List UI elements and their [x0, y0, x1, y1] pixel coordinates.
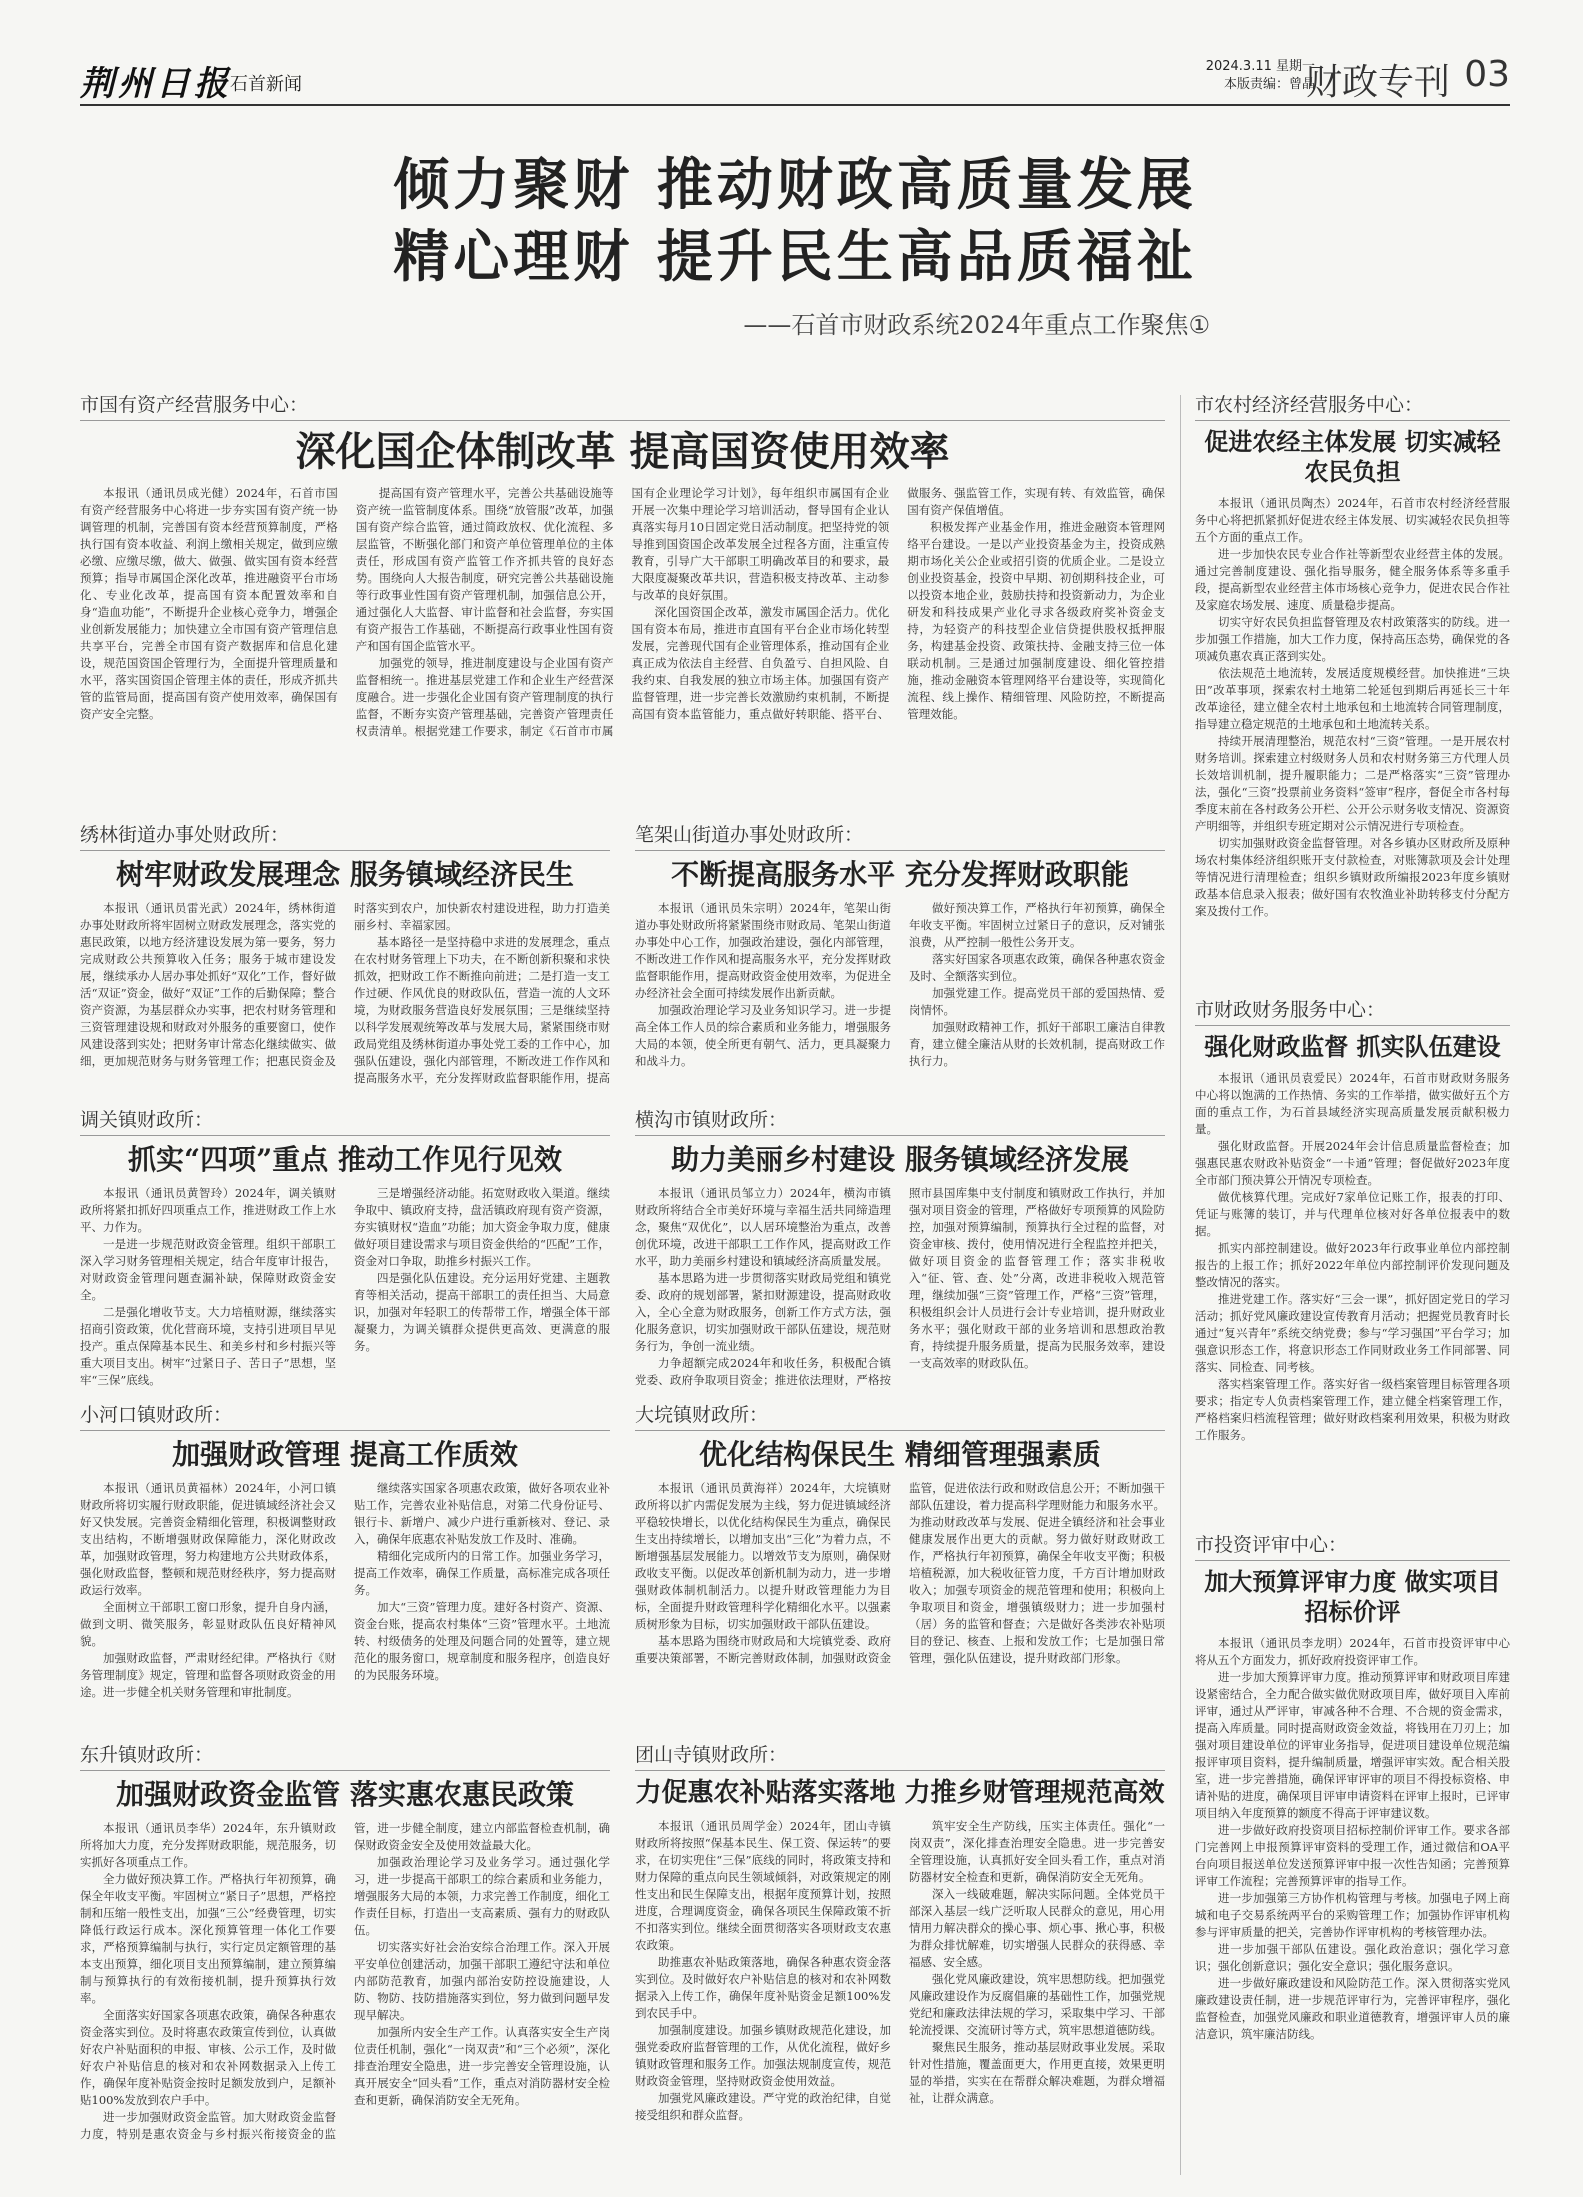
banner [80, 150, 1510, 339]
newspaper-logo: 荆州日报 [80, 64, 232, 104]
paragraph: 积极发挥产业基金作用，推进金融资本管理网络平台建设。一是以产业投资基金为主，投资成熟期市场化关公企业或招引资的优质企业。二是设立创业投资基金，投资中早期、初创期科技企业，可以投资本地企业，鼓励扶持和投资新动力，为企业研发和科技成果产业化寻求各级政府奖补资金支持，为轻资产的科技型企业信贷提供股权抵押服务，构建基金投资、政策扶持、金融支持三位一体联动机制。三是通过加强制度建设、细化管控措施，推动金融资本管理网络平台建设等，实现简化流程、线上操作、精细管理、风险防控，不断提高管理效能。 [907, 520, 1165, 721]
paragraph: 本报讯（通讯员黄智玲）2024年，调关镇财政所将紧扣抓好四项重点工作，推进财政工作上水平、力作为。 [80, 1186, 336, 1234]
paragraph: 加大“三资”管理力度。建好各村资产、资源、资金台账，提高农村集体“三资”管理水平。土地流转、村级债务的处理及问题合同的处置等，建立规范化的服务窗口，规章制度和服务程序，创造良好的为民服务环境。 [354, 1600, 610, 1682]
article-headline: 树牢财政发展理念 服务镇域经济民生 [116, 858, 574, 891]
paragraph: 加强党建工作。提高党员干部的爱国热情、爱岗情怀。 [909, 986, 1165, 1017]
article-body [635, 1818, 1165, 2178]
masthead [80, 48, 1510, 106]
article-investment-review [1195, 1530, 1510, 2170]
article-headline: 深化国企体制改革 提高国资使用效率 [295, 428, 950, 475]
paragraph: 力争超额完成2024年和收任务，积极配合镇党委、政府争取项目资金；推进依法理财，严格按照市县国库集中支付制度和镇财政工作执行，并加强对项目资金的管理，严格做好专项预算的风险防控，加强对预算编制，预算执行全过程的监督，对资金审核、拨付，使用情况进行全程监控并把关，做好项目资金的监督管理工作；落实非税收入“征、管、查、处”分离，改进非税收入规范管理，继续加强“三资”管理工作，严格“三资”管理，积极组织会计人员进行会计专业培训，提升财政业务水平；强化财政干部的业务培训和思想政治教育，持续提升服务质量，提高为民服务效率，建设一支高效率的财政队伍。 [635, 1186, 1165, 1387]
paragraph: 加强财政精神工作，抓好干部职工廉洁自律教育，建立健全廉洁从财的长效机制，提高财政工作执行力。 [909, 1020, 1165, 1068]
article-kicker: 笔架山街道办事处财政所： [635, 820, 1165, 851]
banner-line-2: 精心理财 提升民生高品质福祉 [393, 225, 1197, 290]
paragraph: 加强党风廉政建设。严守党的政治纪律，自觉接受组织和群众监督。 [635, 2090, 891, 2122]
paragraph: 继续落实国家各项惠农政策，做好各项农业补贴工作，完善农业补贴信息，对第二代身份证号、银行卡、新增户、减少户进行重新核对、登记、录入，确保年底惠农补贴发放工作及时、准确。 [354, 1481, 610, 1546]
paragraph: 本报讯（通讯员李龙明）2024年，石首市投资评审中心将从五个方面发力，抓好政府投资评审工作。 [1195, 1636, 1510, 1667]
article-tuanshansi [635, 1740, 1165, 2170]
paragraph: 加强制度建设。加强乡镇财政规范化建设，加强党委政府监督管理的工作，从优化流程，做好乡镇财政管理和服务工作。加强法规制度宣传，规范财政资金管理，坚持财政资金使用效益。 [635, 2022, 891, 2088]
paragraph: 进一步做好政府投资项目招标控制价评审工作。要求各部门完善网上申报预算评审资料的受理工作，通过微信和OA平台向项目报送单位发送预算评审中报一次性告知函；完善预算评审工作流程；完善预算评审的指导工作。 [1195, 1823, 1510, 1888]
paragraph: 二是强化增收节支。大力培植财源，继续落实招商引资政策，优化营商环境，支持引进项目早见投产。重点保障基本民生、和美乡村和乡村振兴等重大项目支出。树牢“过紧日子、苦日子”思想，坚牢“三保”底线。 [80, 1305, 336, 1387]
paragraph: 三是增强经济动能。拓宽财政收入渠道。继续争取中、镇政府支持，盘活镇政府现有资产资源，夯实镇财权“造血”功能；加大资金争取力度，健康做好项目建设需求与项目资金供给的“匹配”工作，资金对口争取，助推乡村振兴工作。 [354, 1186, 610, 1268]
page-number: 03 [1464, 54, 1510, 95]
article-kicker: 横沟市镇财政所： [635, 1105, 1165, 1136]
section-title: 财政专刊 [1305, 62, 1450, 103]
article-kicker: 团山寺镇财政所： [635, 1740, 1165, 1771]
article-xiulin [80, 820, 610, 1090]
paragraph: 本报讯（通讯员黄福林）2024年，小河口镇财政所将切实履行财政职能，促进镇域经济社会又好又快发展。完善资金精细化管理，积极调整财政支出结构，不断增强财政保障能力，深化财政改革，加强财政管理，努力构建地方公共财政体系，强化财政监督，整顿和规范财经秩序，努力提高财政运行效率。 [80, 1481, 336, 1597]
paragraph: 做优核算代理。完成好7家单位记账工作，报表的打印、凭证与账簿的装订，并与代理单位核对好各单位报表中的数据。 [1195, 1190, 1510, 1238]
issue-date: 2024.3.11 星期一 [1205, 59, 1315, 74]
article-body [635, 1185, 1165, 1400]
paragraph: 基本思路为进一步贯彻落实财政局党组和镇党委、政府的规划部署，紧扣财源建设，提高财政收入，全心全意为财政服务，创新工作方式方法，强化服务意识，切实加强财政干部队伍建设，规范财务行为，争创一流业绩。 [635, 1271, 891, 1353]
paragraph: 本报讯（通讯员成光健）2024年，石首市国有资产经营服务中心将进一步夯实国有资产统一协调管理的机制，完善国有资本经营预算制度，严格执行国有资本收益、利润上缴相关规定，做到应缴必缴、应缴尽缴，做大、做强、做实国有资本经营预算；指导市属国企深化改革，推进融资平台市场化、专业化改革，提高国有资本配置效率和自身“造血功能”，不断提升企业核心竞争力，增强企业创新发展能力；加快建立全市国有资产管理信息共享平台，完善全市国有资产数据库和信息化建设，规范国资国企管理行为，全面提升管理质量和水平，落实国资国企管理主体的责任，形成齐抓共管的监管局面，提高国有资产使用效率，确保国有资产安全完整。 [80, 486, 338, 721]
paragraph: 提高国有资产管理水平，完善公共基础设施等资产统一监管制度体系。围绕“放管服”改革，加强国有资产综合监管，通过简政放权、优化流程、多层监管，不断强化部门和资产单位管理单位的主体责任，形成国有资产监管工作齐抓共管的良好态势。围绕向人大报告制度，研究完善公共基础设施等行政事业性国有资产管理机制，加强信息公开，通过强化人大监督、审计监督和社会监督，夯实国有资产报告工作基础，不断提高行政事业性国有资产和国有国企监管水平。 [355, 486, 614, 653]
article-rural-economy [1195, 390, 1510, 980]
article-headline: 力促惠农补贴落实落地 力推乡财管理规范高效 [635, 1778, 1165, 1808]
paragraph: 加强党的领导，推进制度建设与企业国有资产监督相统一。推进基层党建工作和企业生产经营深度融合。进一步强化企业国有资产管理制度的执行监督，不断夯实资产管理基础，完善资产管理责任权责清单。根据党建工作要求，制定《石首市市属国有企业理论学习计划》，每年组织市属国有企业开展一次集中理论学习培训活动，督导国有企业认真落实每月10日固定党日活动制度。把坚持党的领导推到国资国企改革发展全过程各方面，注重宣传教育，引导广大干部职工明确改革目的和要求，最大限度凝聚改革共识，营造积极支持改革、主动参与改革的良好氛围。 [355, 486, 890, 738]
article-headline: 加强财政资金监管 落实惠农惠民政策 [116, 1778, 574, 1811]
article-dongsheng [80, 1740, 610, 2170]
paragraph: 本报讯（通讯员周学金）2024年，团山寺镇财政所将按照“保基本民生、保工资、保运转”的要求，在切实兜住“三保”底线的同时，将政策支持和财力保障的重点向民生领域倾斜，对政策规定的刚性支出和民生保障支出，根据年度预算计划，按照进度，合理调度资金，确保各项民生保障政策不折不扣落实到位。继续全面贯彻落实各项财政支农惠农政策。 [635, 1818, 891, 1952]
article-headline: 促进农经主体发展 切实减轻农民负担 [1204, 427, 1501, 486]
article-state-assets [80, 390, 1165, 805]
paragraph: 推进党建工作。落实好“三会一课”，抓好固定党日的学习活动；抓好党风廉政建设宣传教育月活动；把握党员教育时长通过“复兴青年”系统交纳党费；参与“学习强国”平台学习；加强意识形态工作，将意识形态工作同财政业务工作同部署、同落实、同检查、同考核。 [1195, 1292, 1510, 1374]
article-headline: 助力美丽乡村建设 服务镇域经济发展 [671, 1143, 1129, 1176]
paragraph: 一是进一步规范财政资金管理。组织干部职工深入学习财务管理相关规定，结合年度审计报告，对财政资金管理问题查漏补缺，保障财政资金安全。 [80, 1237, 336, 1302]
issue-editor: 本版责编：曾晶 [1223, 77, 1315, 92]
paragraph: 助推惠农补贴政策落地，确保各种惠农资金落实到位。及时做好农户补贴信息的核对和农补网数据录入上传工作，确保年度补贴资金足额100%发到农民手中。 [635, 1954, 891, 2020]
paragraph: 全面树立干部职工窗口形象，提升自身内涵，做到文明、微笑服务，彰显财政队伍良好精神风貌。 [80, 1600, 336, 1648]
paragraph: 进一步做好廉政建设和风险防范工作。深入贯彻落实党风廉政建设责任制，进一步规范评审行为，完善评审程序，强化监督检查，加强党风廉政和职业道德教育，增强评审人员的廉洁意识，筑牢廉洁防线。 [1195, 1976, 1510, 2041]
paragraph: 切实落实好社会治安综合治理工作。深入开展平安单位创建活动，加强干部职工遵纪守法和单位内部防范教育，加强内部治安防控设施建设，人防、物防、技防措施落实到位，努力做到问题早发现早解决。 [354, 1940, 610, 2022]
edition-name: 石首新闻 [230, 74, 302, 95]
paragraph: 本报讯（通讯员雷光武）2024年，绣林街道办事处财政所将牢固树立财政发展理念，落实党的惠民政策，以地方经济建设发展为第一要务，努力完成财政公共预算收入任务；服务于城市建设发展，继续承办人居办事处抓好“双化”工作，督好做活“双证”资金，做好“双证”工作的后勤保障；整合资产资源，为基层群众办实事，把农村财务管理和三资管理建设规和财政对外服务的重要窗口，使作风建设落到实处；把财务审计常态化继续做实、做细，更加规范财务与财务管理工作；把惠民资金及时落实到农户，加快新农村建设进程，助力打造美丽乡村、幸福家园。 [80, 901, 610, 1068]
article-body [1195, 1635, 1510, 2185]
article-headline: 强化财政监督 抓实队伍建设 [1204, 1032, 1501, 1061]
paragraph: 强化财政监督。开展2024年会计信息质量监督检查；加强惠民惠农财政补贴资金“一卡通”管理；督促做好2023年度全市部门预决算公开情况专项检查。 [1195, 1139, 1510, 1187]
article-dayuan [635, 1400, 1165, 1730]
paragraph: 加强政治理论学习及业务学习。通过强化学习，进一步提高干部职工的综合素质和业务能力，增强服务大局的本领，力求完善工作制度，细化工作责任目标，打造出一支高素质、强有力的财政队伍。 [354, 1855, 610, 1937]
article-kicker: 大垸镇财政所： [635, 1400, 1165, 1431]
article-kicker: 东升镇财政所： [80, 1740, 610, 1771]
article-body [80, 1185, 610, 1400]
article-body [80, 1480, 610, 1740]
paragraph: 基本路径一是坚持稳中求进的发展理念，重点在农村财务管理上下功夫，在不断创新积聚和求快抓效，把财政工作不断推向前进；二是打造一支工作过硬、作风优良的财政队伍，营造一流的人文环境，为财政服务营造良好发展氛围；三是继续坚持以科学发展观统筹改革与发展大局，紧紧围绕市财政局党组及绣林街道办事处党工委的工作中心，加强队伍建设，强化内部管理，不断改进工作作风和提高服务水平，充分发挥财政监督职能作用，提高 [354, 935, 610, 1085]
article-xiaohekou [80, 1400, 610, 1730]
article-headline: 加大预算评审力度 做实项目招标价评 [1204, 1567, 1501, 1626]
paragraph: 加强政治理论学习及业务知识学习。进一步提高全体工作人员的综合素质和业务能力，增强服务大局的本领，使全所更有朝气、活力，更具凝聚力和战斗力。 [635, 1003, 891, 1068]
paragraph: 本报讯（通讯员李华）2024年，东升镇财政所将加大力度，充分发挥财政职能，规范服务，切实抓好各项重点工作。 [80, 1821, 336, 1869]
paragraph: 依法规范土地流转，发展适度规模经营。加快推进“三块田”改革事项，探索农村土地第二轮延包到期后再延长三十年改革途径，建立健全农村土地承包和土地流转合同管理制度，指导建立稳定规范的土地承包和土地流转关系。 [1195, 666, 1510, 731]
paragraph: 抓实内部控制建设。做好2023年行政事业单位内部控制报告的上报工作；抓好2022年单位内部控制评价发现问题及整改情况的落实。 [1195, 1241, 1510, 1289]
paragraph: 本报讯（通讯员朱宗明）2024年，笔架山街道办事处财政所将紧紧围绕市财政局、笔架山街道办事处中心工作，加强政治建设，强化内部管理，不断改进工作作风和提高服务水平，充分发挥财政监督职能作用，提高财政资金使用效率，为促进全办经济社会全面可持续发展作出新贡献。 [635, 901, 891, 1000]
paragraph: 切实守好农民负担监督管理及农村政策落实的防线。进一步加强工作措施，加大工作力度，保持高压态势，确保党的各项减负惠农真正落到实处。 [1195, 615, 1510, 663]
article-kicker: 市财政财务服务中心： [1195, 995, 1510, 1026]
paragraph: 深入一线破难题，解决实际问题。全体党员干部深入基层一线广泛听取人民群众的意见，用心用情用力解决群众的操心事、烦心事、揪心事，积极为群众排忧解难，切实增强人民群众的获得感、幸福感、安全感。 [909, 1886, 1165, 1969]
article-tiaoguan [80, 1105, 610, 1390]
paragraph: 聚焦民生服务，推动基层财政事业发展。采取针对性措施，覆盖面更大，作用更直接，效果更明显的举措，实实在在帮群众解决难题，为群众增福祉，让群众满意。 [909, 2039, 1165, 2105]
paragraph: 强化党风廉政建设，筑牢思想防线。把加强党风廉政建设作为反腐倡廉的基础性工作，加强党规党纪和廉政法律法规的学习，采取集中学习、干部轮流授课、交流研讨等方式，筑牢思想道德防线。 [909, 1971, 1165, 2037]
paragraph: 加强所内安全生产工作。认真落实安全生产岗位责任机制，强化“一岗双责”和“三个必须”，深化排查治理安全隐患，进一步完善安全管理设施，认真开展安全“回头看”工作，重点对消防器材安全检查和更新，确保消防安全无死角。 [354, 2025, 610, 2107]
column-divider [1180, 395, 1181, 2175]
article-finance-service [1195, 995, 1510, 1515]
paragraph: 本报讯（通讯员黄海祥）2024年，大垸镇财政所将以扩内需促发展为主线，努力促进镇域经济平稳较快增长，以优化结构保民生为重点，确保民生支出持续增长，以增加支出“三化”为着力点，不断增强基层发展能力。以增效节支为原则，确保财政收支平衡。以促改革创新机制为动力，进一步增强财政体制机制活力。以提升财政管理能力为目标，全面提升财政管理科学化精细化水平。以强素质树形象为目标，切实加强财政干部队伍建设。 [635, 1481, 891, 1631]
paragraph: 做好预决算工作，严格执行年初预算，确保全年收支平衡。牢固树立过紧日子的意识，反对铺张浪费，从严控制一般性公务开支。 [909, 901, 1165, 949]
paragraph: 进一步加强第三方协作机构管理与考核。加强电子网上商城和电子交易系统两平台的采购管理工作；加强协作评审机构参与评审质量的把关，完善协作评审机构的考核管理办法。 [1195, 1891, 1510, 1939]
banner-subtitle: ——石首市财政系统2024年重点工作聚焦① [743, 311, 1210, 339]
banner-line-1: 倾力聚财 推动财政高质量发展 [393, 153, 1197, 218]
paragraph: 切实加强财政资金监督管理。对各乡镇办区财政所及原种场农村集体经济组织账开支付款检查，对账簿款项及会计处理等情况进行清理检查；组织乡镇财政所编报2023年度乡镇财政基本信息录入报表；做好国有农牧渔业补助转移支付分配方案及拨付工作。 [1195, 836, 1510, 918]
article-body [1195, 1070, 1510, 1500]
paragraph: 基本思路为围绕市财政局和大垸镇党委、政府重要决策部署，不断完善财政体制，加强财政资金监管，促进依法行政和财政信息公开；不断加强干部队伍建设，着力提高科学理财能力和服务水平。为推动财政改革与发展、促进全镇经济和社会事业健康发展作出更大的贡献。努力做好财政财政工作，严格执行年初预算，确保全年收支平衡；积极培植税源，加大税收征管力度，千方百计增加财政收入；加强专项资金的规范管理和使用；积极向上争取项目和资金，增强镇级财力；进一步加强村（居）务的监管和督查；六是做好各类涉农补贴项目的登记、核查、上报和发放工作；七是加强日常管理，强化队伍建设，提升财政部门形象。 [635, 1481, 1165, 1665]
article-headline: 加强财政管理 提高工作质效 [172, 1438, 518, 1471]
article-kicker: 绣林街道办事处财政所： [80, 820, 610, 851]
paragraph: 深化国资国企改革，激发市属国企活力。优化国有资本布局，推进市直国有平台企业市场化转型发展，完善现代国有企业管理体系，推动国有企业真正成为依法自主经营、自负盈亏、自担风险、自我约束、自我发展的独立市场主体。加强国有资产监督管理，进一步完善长效激励约束机制，不断提高国有资本监管能力，重点做好转职能、搭平台、做服务、强监管工作，实现有转、有效监管，确保国有资产保值增值。 [631, 486, 1165, 721]
article-body [635, 900, 1165, 1100]
article-body [80, 485, 1165, 785]
issue-meta [1206, 58, 1315, 94]
paragraph: 落实好国家各项惠农政策，确保各种惠农资金及时、全额落实到位。 [909, 952, 1165, 983]
paragraph: 进一步加强干部队伍建设。强化政治意识；强化学习意识；强化创新意识；强化安全意识；强化服务意识。 [1195, 1942, 1510, 1973]
article-body [1195, 495, 1510, 995]
article-kicker: 市农村经济经营服务中心： [1195, 390, 1510, 421]
paragraph: 本报讯（通讯员袁爱民）2024年，石首市财政财务服务中心将以饱满的工作热情、务实的工作举措，做实做好五个方面的重点工作，为石首县域经济实现高质量发展贡献积极力量。 [1195, 1071, 1510, 1136]
article-headline: 优化结构保民生 精细管理强素质 [699, 1438, 1101, 1471]
article-headline: 不断提高服务水平 充分发挥财政职能 [671, 858, 1129, 891]
paragraph: 本报讯（通讯员邹立力）2024年，横沟市镇财政所将结合全市美好环境与幸福生活共同缔造理念，聚焦“双优化”，以人居环境整治为重点，改善创优环境，改进干部职工工作作风，提高财政工作水平，助力美丽乡村建设和镇域经济高质量发展。 [635, 1186, 891, 1268]
paragraph: 全面落实好国家各项惠农政策，确保各种惠农资金落实到位。及时将惠农政策宣传到位，认真做好农户补贴面积的申报、审核、公示工作，及时做好农户补贴信息的核对和农补网数据录入上传工作，确保年度补贴资金按时足额发放到户，足额补贴100%发放到农户手中。 [80, 2008, 336, 2107]
paragraph: 进一步加大预算评审力度。推动预算评审和财政项目库建设紧密结合，全力配合做实做优财政项目库，做好项目入库前评审，通过从严评审，审减各种不合理、不合规的资金需求，提高入库质量。同时提高财政资金效益，将钱用在刀刃上；加强对项目建设单位的评审业务指导，促进项目建设单位规范编报评审项目资料，提升编制质量，增强评审实效。配合相关股室，进一步完善措施，确保评审评审的项目不得投标资格、申请补贴的进度，确保项目评审申请资料在评审上报时，已评审项目纳入年度预算的额度不得高于评审建议数。 [1195, 1670, 1510, 1820]
paragraph: 落实档案管理工作。落实好省一级档案管理目标管理各项要求；指定专人负责档案管理工作，建立健全档案管理工作，严格档案归档流程管理；做好财政档案利用效果，积极为财政工作服务。 [1195, 1377, 1510, 1442]
article-henggou [635, 1105, 1165, 1390]
article-body [635, 1480, 1165, 1740]
paragraph: 持续开展清理整治，规范农村“三资”管理。一是开展农村财务培训。探索建立村级财务人员和农村财务第三方代理人员长效培训机制，提升履职能力；二是严格落实“三资”管理办法，强化“三资”投票前业务资料“签审”程序，督促全市各村每季度末前在各村政务公开栏、公开公示财务收支情况、资源资产明细等，并组织专班定期对公示情况进行专项检查。 [1195, 734, 1510, 833]
article-kicker: 调关镇财政所： [80, 1105, 610, 1136]
article-kicker: 小河口镇财政所： [80, 1400, 610, 1431]
paragraph: 四是强化队伍建设。充分运用好党建、主题教育等相关活动，提高干部职工的责任担当、大局意识，加强对年轻职工的传帮带工作，增强全体干部凝聚力，为调关镇群众提供更高效、更满意的服务。 [354, 1271, 610, 1353]
paragraph: 本报讯（通讯员陶杰）2024年，石首市农村经济经营服务中心将把抓紧抓好促进农经主体发展、切实减轻农民负担等五个方面的重点工作。 [1195, 496, 1510, 544]
paragraph: 进一步加强财政资金监管。加大财政资金监督力度，特别是惠农资金与乡村振兴衔接资金的监管，进一步健全制度，建立内部监督检查机制，确保财政资金安全及使用效益最大化。 [80, 1821, 610, 2141]
paragraph: 精细化完成所内的日常工作。加强业务学习，提高工作效率，确保工作质量，高标准完成各项任务。 [354, 1549, 610, 1597]
paragraph: 全力做好预决算工作。严格执行年初预算，确保全年收支平衡。牢固树立“紧日子”思想，严格控制和压缩一般性支出，加强“三公”经费管理，切实降低行政运行成本。深化预算管理一体化工作要求，严格预算编制与执行，实行定员定额管理的基本支出预算，细化项目支出预算编制，建立预算编制与预算执行的有效衔接机制，提升预算执行效率。 [80, 1872, 336, 2005]
article-body [80, 1820, 610, 2180]
paragraph: 进一步加快农民专业合作社等新型农业经营主体的发展。通过完善制度建设、强化指导服务，健全服务体系等多重手段，提高新型农业经营主体市场核心竞争力，促进农民合作社及家庭农场发展、速度、质量稳步提高。 [1195, 547, 1510, 612]
article-body [80, 900, 610, 1100]
article-bijiashan [635, 820, 1165, 1090]
paragraph: 筑牢安全生产防线，压实主体责任。强化“一岗双责”，深化排查治理安全隐患。进一步完善安全管理设施，认真抓好安全回头看工作，重点对消防器材安全检查和更新，确保消防安全无死角。 [909, 1818, 1165, 1884]
article-headline: 抓实“四项”重点 推动工作见行见效 [128, 1143, 562, 1176]
article-kicker: 市投资评审中心： [1195, 1530, 1510, 1561]
article-kicker: 市国有资产经营服务中心： [80, 390, 1165, 421]
paragraph: 加强财政监督，严肃财经纪律。严格执行《财务管理制度》规定，管理和监督各项财政资金的用途。进一步健全机关财务管理和审批制度。 [80, 1651, 336, 1699]
